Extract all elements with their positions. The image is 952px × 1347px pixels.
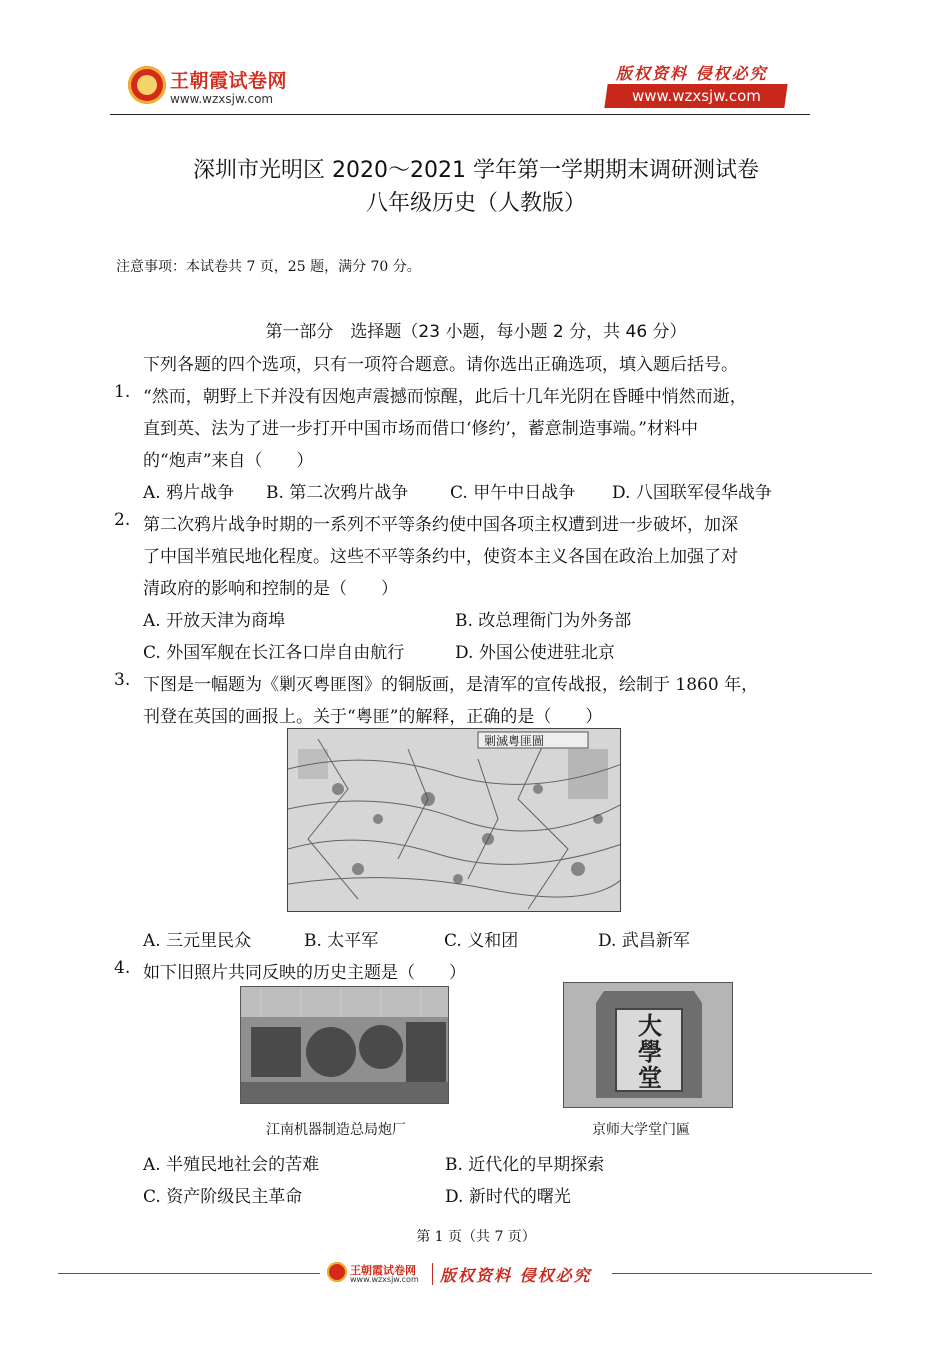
question-number: 1. xyxy=(114,382,131,402)
url-badge-text: www.wzxsjw.com xyxy=(631,87,761,105)
footer-copyright: 版权资料 侵权必究 xyxy=(440,1266,592,1285)
engraving-image xyxy=(287,728,621,912)
question-number: 2. xyxy=(114,510,131,530)
copyright-notice: 版权资料 侵权必究 xyxy=(616,64,768,83)
section-heading: 第一部分 选择题（23 小题，每小题 2 分，共 46 分） xyxy=(265,322,687,342)
option-c[interactable]: C. 甲午中日战争 xyxy=(450,483,576,503)
notice: 注意事项：本试卷共 7 页，25 题，满分 70 分。 xyxy=(116,259,421,275)
arsenal-photo-illustration xyxy=(241,987,449,1104)
question-text: 刊登在英国的画报上。关于“粤匪”的解释，正确的是（ ） xyxy=(143,707,603,727)
option-a[interactable]: A. 开放天津为商埠 xyxy=(143,611,286,631)
option-c[interactable]: C. 义和团 xyxy=(444,931,519,951)
question-text: 直到英、法为了进一步打开中国市场而借口‘修约’，蓄意制造事端。”材料中 xyxy=(143,419,698,439)
option-b[interactable]: B. 太平军 xyxy=(304,931,379,951)
footer-divider xyxy=(432,1263,433,1285)
photo-caption: 京师大学堂门匾 xyxy=(592,1122,690,1138)
engraving-illustration xyxy=(288,729,621,912)
question-number: 4. xyxy=(114,958,131,978)
footer-rule-right xyxy=(612,1273,872,1274)
arsenal-photo xyxy=(240,986,449,1104)
footer-brand: 王朝霞试卷网 xyxy=(350,1264,416,1277)
option-b[interactable]: B. 改总理衙门为外务部 xyxy=(455,611,632,631)
url-badge[interactable] xyxy=(604,84,787,108)
option-d[interactable]: D. 武昌新军 xyxy=(598,931,690,951)
option-d[interactable]: D. 八国联军侵华战争 xyxy=(612,483,772,503)
question-text: 的“炮声”来自（ ） xyxy=(143,451,314,471)
footer-logo-icon xyxy=(327,1262,347,1282)
logo-emblem-icon xyxy=(128,66,166,104)
exam-subtitle: 八年级历史（人教版） xyxy=(365,191,586,216)
option-a[interactable]: A. 三元里民众 xyxy=(143,931,252,951)
question-text: 清政府的影响和控制的是（ ） xyxy=(143,579,398,599)
footer-url[interactable]: www.wzxsjw.com xyxy=(350,1275,419,1284)
plaque-photo xyxy=(563,982,733,1108)
option-a[interactable]: A. 半殖民地社会的苦难 xyxy=(143,1155,320,1175)
photo-caption: 江南机器制造总局炮厂 xyxy=(266,1122,406,1138)
page-number: 第 1 页（共 7 页） xyxy=(416,1229,536,1245)
question-text: 如下旧照片共同反映的历史主题是（ ） xyxy=(143,963,466,983)
question-text: “然而，朝野上下并没有因炮声震撼而惊醒，此后十几年光阴在昏睡中悄然而逝， xyxy=(143,387,747,407)
option-d[interactable]: D. 新时代的曙光 xyxy=(445,1187,571,1207)
option-b[interactable]: B. 近代化的早期探索 xyxy=(445,1155,605,1175)
option-c[interactable]: C. 资产阶级民主革命 xyxy=(143,1187,303,1207)
engraving-label: 剿滅粵匪圖 xyxy=(484,734,545,748)
question-text: 第二次鸦片战争时期的一系列不平等条约使中国各项主权遭到进一步破坏，加深 xyxy=(143,515,738,535)
exam-title: 深圳市光明区 2020～2021 学年第一学期期末调研测试卷 xyxy=(193,158,759,183)
question-text: 了中国半殖民地化程度。这些不平等条约中，使资本主义各国在政治上加强了对 xyxy=(143,547,738,567)
option-b[interactable]: B. 第二次鸦片战争 xyxy=(266,483,409,503)
footer-rule-left xyxy=(58,1273,320,1274)
option-c[interactable]: C. 外国军舰在长江各口岸自由航行 xyxy=(143,643,405,663)
brand-url[interactable]: www.wzxsjw.com xyxy=(170,92,274,106)
option-d[interactable]: D. 外国公使进驻北京 xyxy=(455,643,615,663)
header-divider xyxy=(110,114,810,115)
question-number: 3. xyxy=(114,670,131,690)
brand-name: 王朝霞试卷网 xyxy=(170,70,288,92)
instructions: 下列各题的四个选项，只有一项符合题意。请你选出正确选项，填入题后括号。 xyxy=(143,355,738,375)
question-text: 下图是一幅题为《剿灭粤匪图》的铜版画，是清军的宣传战报，绘制于 1860 年， xyxy=(143,675,759,695)
plaque-text: 大學堂 xyxy=(638,1011,662,1092)
option-a[interactable]: A. 鸦片战争 xyxy=(143,483,235,503)
